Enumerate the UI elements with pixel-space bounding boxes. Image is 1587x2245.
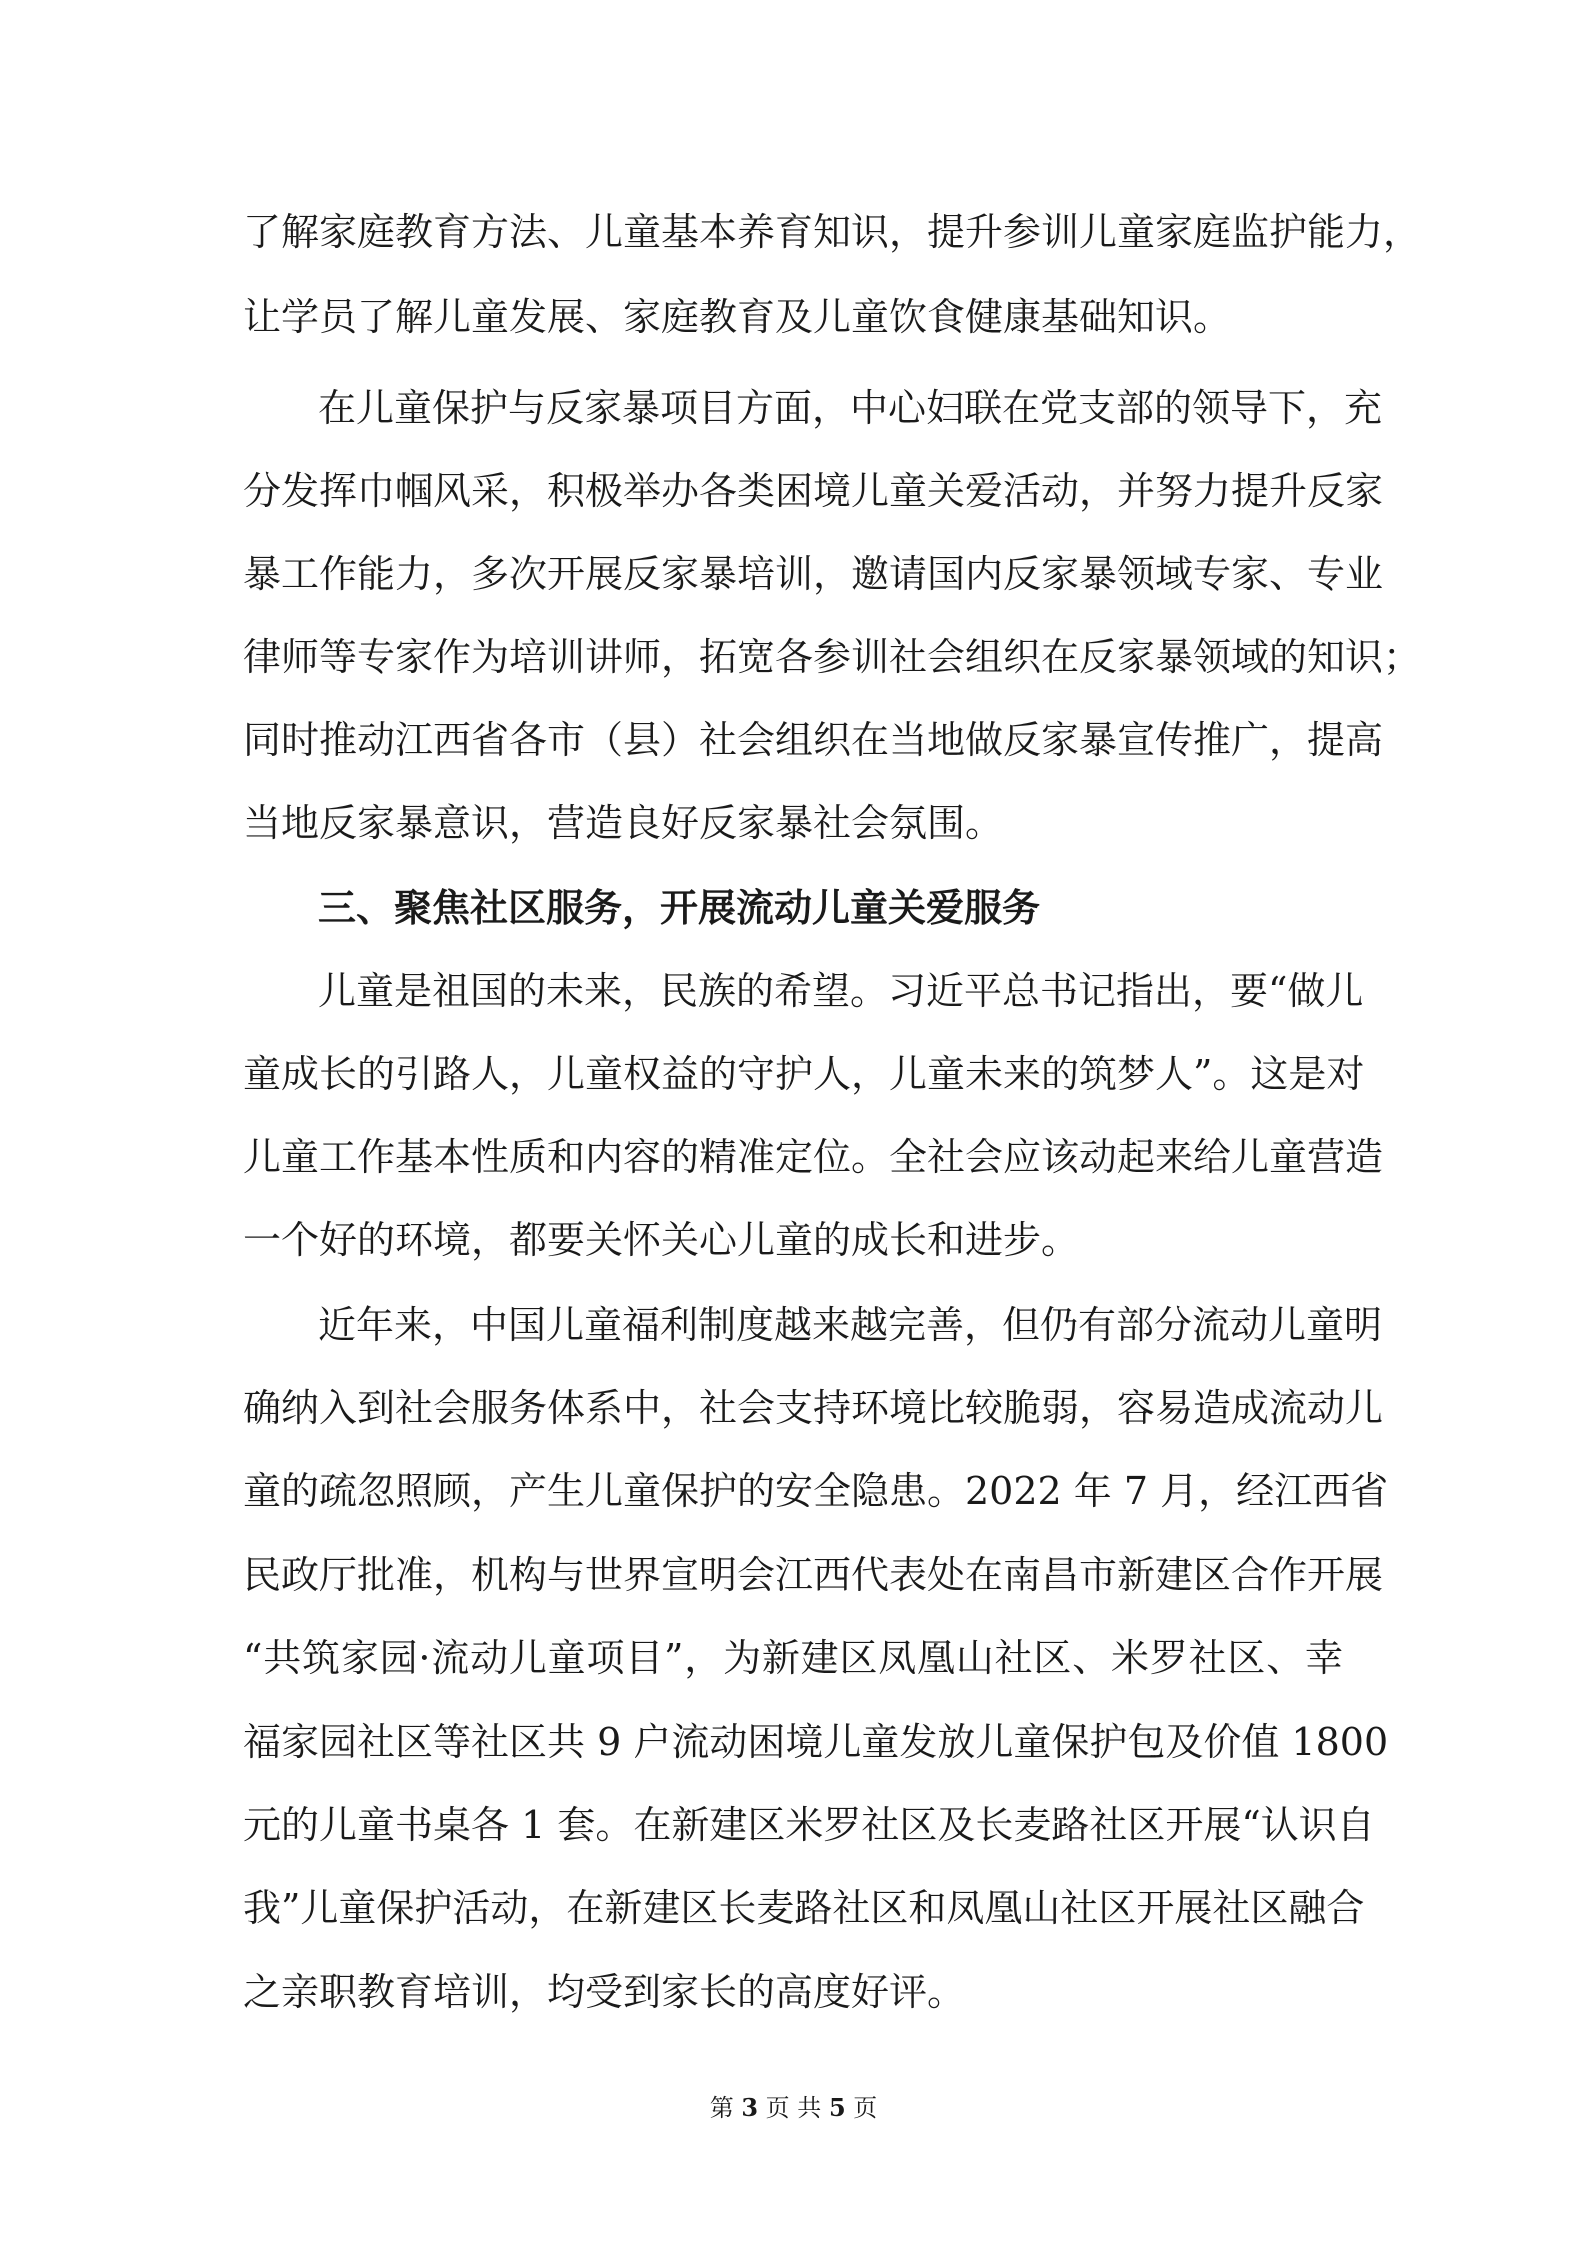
paragraph-line: 近年来，中国儿童福利制度越来越完善，但仍有部分流动儿童明 (318, 1303, 1383, 1347)
paragraph-line: 我”儿童保护活动，在新建区长麦路社区和凤凰山社区开展社区融合 (243, 1886, 1365, 1930)
paragraph-line: 一个好的环境，都要关怀关心儿童的成长和进步。 (243, 1218, 1080, 1262)
paragraph-line: 童成长的引路人，儿童权益的守护人，儿童未来的筑梦人”。这是对 (243, 1052, 1365, 1096)
footer-suffix: 页 (853, 2094, 878, 2122)
paragraph-line: 让学员了解儿童发展、家庭教育及儿童饮食健康基础知识。 (243, 295, 1232, 339)
paragraph-line: 福家园社区等社区共 9 户流动困境儿童发放儿童保护包及价值 1800 (243, 1720, 1389, 1764)
paragraph-line: 儿童工作基本性质和内容的精准定位。全社会应该动起来给儿童营造 (243, 1135, 1384, 1179)
page-footer (0, 2092, 1587, 2124)
paragraph-line: 儿童是祖国的未来，民族的希望。习近平总书记指出，要“做儿 (318, 969, 1364, 1013)
paragraph-line: 同时推动江西省各市（县）社会组织在当地做反家暴宣传推广，提高 (243, 718, 1384, 762)
paragraph-line: “共筑家园·流动儿童项目”，为新建区凤凰山社区、米罗社区、幸 (243, 1636, 1343, 1680)
paragraph-line: 童的疏忽照顾，产生儿童保护的安全隐患。2022 年 7 月，经江西省 (243, 1469, 1389, 1513)
paragraph-line: 分发挥巾帼风采，积极举办各类困境儿童关爱活动，并努力提升反家 (243, 469, 1384, 513)
paragraph-line: 当地反家暴意识，营造良好反家暴社会氛围。 (243, 801, 1004, 845)
paragraph-line: 元的儿童书桌各 1 套。在新建区米罗社区及长麦路社区开展“认识自 (243, 1803, 1375, 1847)
paragraph-line: 律师等专家作为培训讲师，拓宽各参训社会组织在反家暴领域的知识； (243, 635, 1422, 679)
paragraph-line: 之亲职教育培训，均受到家长的高度好评。 (243, 1970, 966, 2014)
paragraph-line: 了解家庭教育方法、儿童基本养育知识，提升参训儿童家庭监护能力， (243, 210, 1422, 254)
paragraph-line: 在儿童保护与反家暴项目方面，中心妇联在党支部的领导下，充 (318, 386, 1383, 430)
paragraph-line: 民政厅批准，机构与世界宣明会江西代表处在南昌市新建区合作开展 (243, 1553, 1384, 1597)
footer-prefix: 第 (709, 2094, 734, 2122)
paragraph-line: 确纳入到社会服务体系中，社会支持环境比较脆弱，容易造成流动儿 (243, 1386, 1384, 1430)
total-page-number: 5 (828, 2093, 846, 2122)
section-heading: 三、聚焦社区服务，开展流动儿童关爱服务 (318, 886, 1041, 930)
paragraph-line: 暴工作能力，多次开展反家暴培训，邀请国内反家暴领域专家、专业 (243, 552, 1384, 596)
current-page-number: 3 (741, 2093, 759, 2122)
footer-middle: 页 共 (765, 2094, 822, 2122)
